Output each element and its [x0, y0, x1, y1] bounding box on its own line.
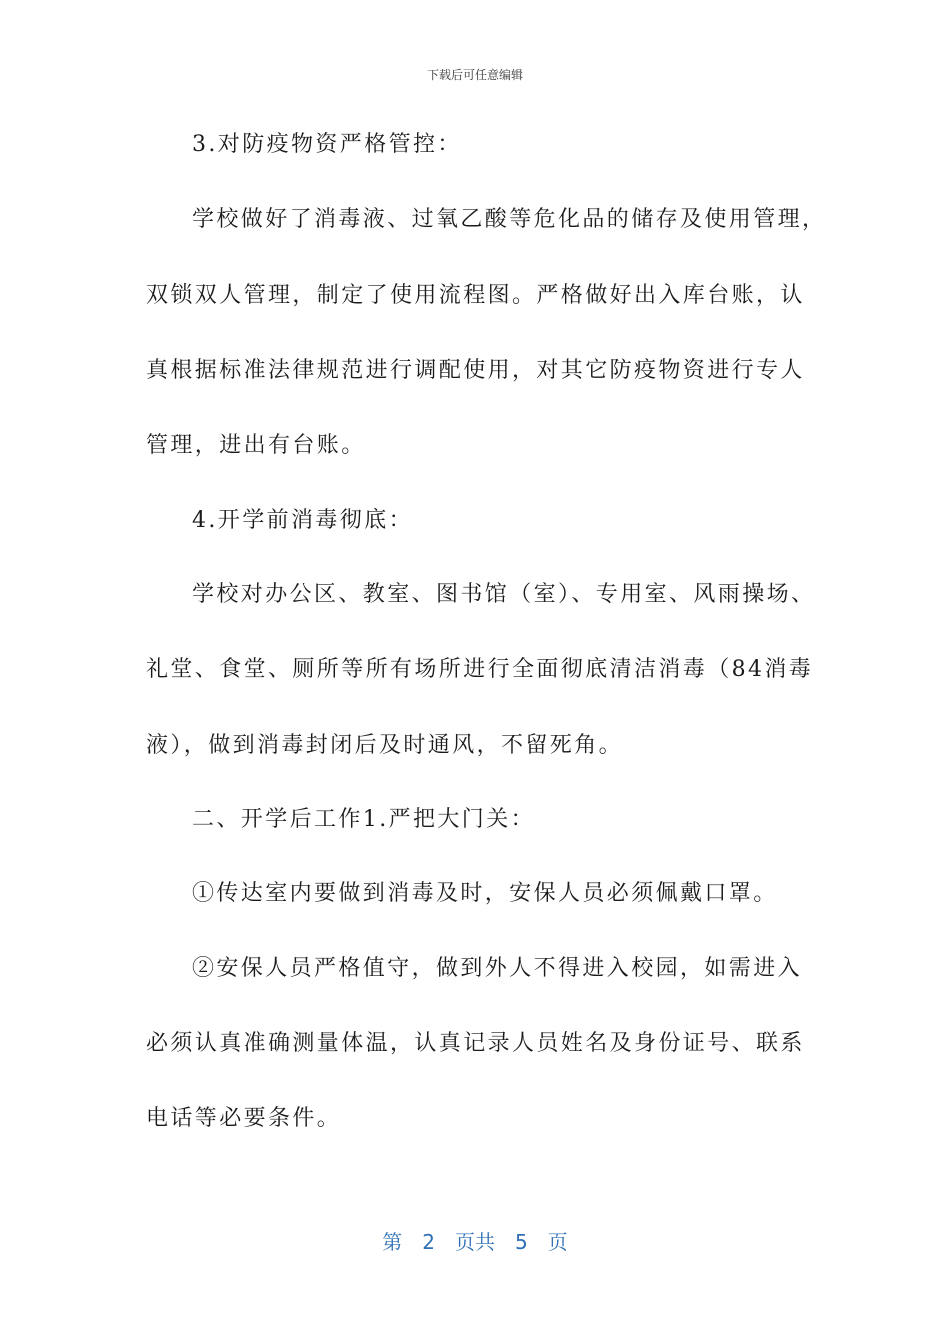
paragraph-line: 电话等必要条件。: [146, 1106, 342, 1131]
paragraph-line: 液），做到消毒封闭后及时通风，不留死角。: [146, 733, 624, 758]
footer-total-pages: 5: [515, 1230, 528, 1254]
footer-page-label: 第: [382, 1230, 403, 1254]
paragraph-line: 学校做好了消毒液、过氧乙酸等危化品的储存及使用管理，: [192, 207, 827, 232]
paragraph-line: ①传达室内要做到消毒及时，安保人员必须佩戴口罩。: [192, 881, 778, 906]
page-footer: [0, 1226, 950, 1255]
paragraph-line: 必须认真准确测量体温，认真记录人员姓名及身份证号、联系: [146, 1031, 805, 1056]
paragraph-line: ②安保人员严格值守，做到外人不得进入校园，如需进入: [192, 956, 803, 981]
footer-of-label: 页共: [455, 1230, 495, 1254]
section-heading: 二、开学后工作1.严把大门关：: [192, 807, 535, 832]
paragraph-line: 双锁双人管理，制定了使用流程图。严格做好出入库台账，认: [146, 283, 805, 308]
paragraph-line: 真根据标准法律规范进行调配使用，对其它防疫物资进行专人: [146, 358, 805, 383]
footer-end-label: 页: [547, 1230, 568, 1254]
footer-current-page: 2: [422, 1230, 435, 1254]
paragraph-line: 学校对办公区、教室、图书馆（室）、专用室、风雨操场、: [192, 582, 816, 607]
paragraph-line: 管理，进出有台账。: [146, 433, 366, 458]
paragraph-line: 礼堂、食堂、厕所等所有场所进行全面彻底清洁消毒（84消毒: [146, 657, 814, 682]
section-heading: 4.开学前消毒彻底：: [192, 508, 413, 533]
page-header: 下载后可任意编辑: [426, 68, 523, 82]
section-heading: 3.对防疫物资严格管控：: [192, 132, 462, 157]
